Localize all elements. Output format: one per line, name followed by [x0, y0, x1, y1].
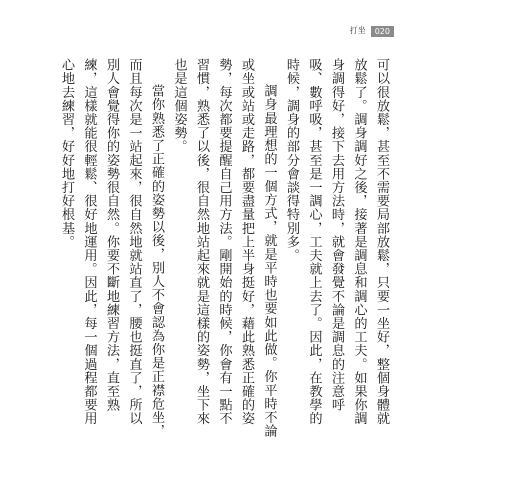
paragraph-3: 當你熟悉了正確的姿勢以後，別人不會認為你是正襟危坐，而且每次是一站起來，很自然地就站直了，腰也挺直了，所以別人會覺得你的姿勢很自然。你要不斷地練習方法，直至熟練，這樣就能很輕鬆、很好地運用。因此，每一個過程都要用心地去練習，好好地打好根基。	[59, 58, 164, 438]
body-text	[59, 58, 392, 438]
paragraph-1: 可以很放鬆，甚至不需要局部放鬆，只要一坐好，整個身體就放鬆了。調身調好之後，接著是調息和調心的工夫。如果你調身調得好，接下去用方法時，就會發覺不論是調息的注意呼吸、數呼吸，甚至是一調心，工夫就上去了。因此，在教學的時候，調身的部分會談得特別多。	[284, 58, 389, 426]
running-title: 打坐	[349, 26, 366, 35]
page-header	[350, 24, 394, 38]
page-number-badge: 020	[371, 26, 394, 37]
paragraph-2: 調身最理想的一個方式，就是平時也要如此做。你平時不論或坐或站或走路，都要盡量把上半身挺好，藉此熟悉正確的姿勢，每次都要提醒自己用方法。剛開始的時候，你會有一點不習慣，熟悉了以後，很自然地站起來就是這樣的姿勢，坐下來也是這個姿勢。	[171, 58, 277, 438]
